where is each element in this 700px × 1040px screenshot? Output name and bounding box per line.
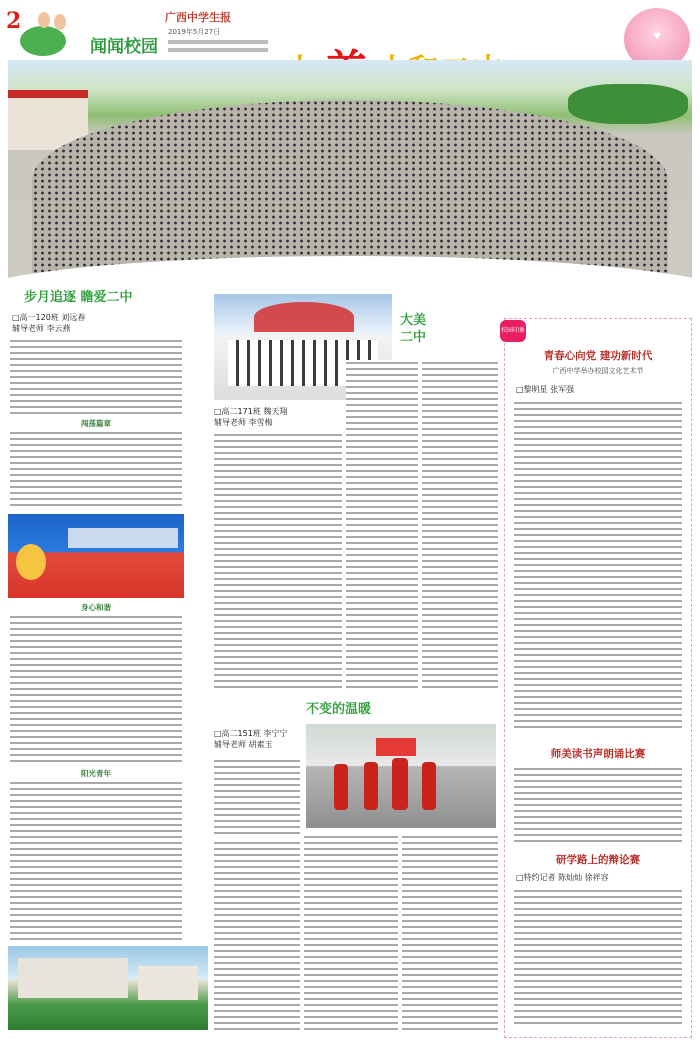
flag-bearer xyxy=(364,762,378,810)
flag-bearer xyxy=(392,758,408,810)
sidebar-subtitle: 广西中学举办校园文化艺术节 xyxy=(552,367,644,375)
choir-row xyxy=(68,528,178,548)
flag-bearer xyxy=(422,762,436,810)
article-text xyxy=(10,430,182,510)
tree-decoration xyxy=(20,26,66,56)
sidebar-text xyxy=(514,400,682,730)
byline-author: □高一120班 刘远春 xyxy=(12,313,86,322)
article-text xyxy=(10,614,182,764)
byline-author: □高二151班 李宁宁 xyxy=(214,729,288,738)
flag-bearer xyxy=(334,764,348,810)
trees-right xyxy=(568,84,688,124)
campus-building xyxy=(138,966,198,1000)
sidebar-title-3: 研学路上的辩论赛 xyxy=(556,854,640,866)
warm-byline xyxy=(214,728,287,750)
kid-figure-icon xyxy=(38,12,50,28)
byline-teacher: 辅导老师 李云燕 xyxy=(12,324,71,333)
article-text xyxy=(214,432,342,690)
red-flag xyxy=(376,738,416,756)
sidebar-byline: □黎明星 张军强 xyxy=(516,385,575,394)
sidebar-title-2: 师美读书声朗诵比赛 xyxy=(550,748,646,760)
editor-line xyxy=(168,40,268,44)
corner-badge-icon: ♥ xyxy=(652,32,662,42)
left-byline xyxy=(12,312,122,334)
performance-photo xyxy=(8,514,184,598)
article-text xyxy=(214,758,300,838)
sidebar-text xyxy=(514,766,682,844)
sidebar-title: 青春心向党 建功新时代 xyxy=(543,350,653,362)
building-banner xyxy=(8,90,88,98)
issue-date: 2019年5月27日 xyxy=(168,28,221,36)
sidebar-badge: 校园印象 xyxy=(500,320,526,342)
article-text xyxy=(422,360,498,690)
article-text xyxy=(402,834,498,1030)
article-text xyxy=(10,338,182,418)
article-text xyxy=(346,360,418,690)
campus-building xyxy=(18,958,128,998)
column-logo: 闻闻校园 xyxy=(90,37,158,57)
campus-photo xyxy=(8,946,208,1030)
editor-line xyxy=(168,48,268,52)
sidebar-text xyxy=(514,888,682,1028)
warm-section-title: 不变的温暖 xyxy=(306,702,372,717)
left-subhead-2: 身心和谐 xyxy=(81,603,111,612)
left-section-title: 步月追逐 瞻爱二中 xyxy=(24,290,133,305)
mid-byline xyxy=(214,406,287,428)
left-subhead-3: 阳光青年 xyxy=(81,769,111,778)
article-text xyxy=(304,834,398,1030)
mid-section-title: 大美 二中 xyxy=(400,313,427,345)
byline-teacher: 辅导老师 李雪梅 xyxy=(214,418,273,427)
stage-lights xyxy=(16,544,46,580)
left-subhead-1: 闯荡篇章 xyxy=(81,419,111,428)
byline-author: □高二171班 魏天翔 xyxy=(214,407,288,416)
kid-figure-icon xyxy=(54,14,66,30)
parade-photo xyxy=(306,724,496,828)
balloon-arch xyxy=(254,302,354,332)
page-number: 2 xyxy=(6,8,22,34)
article-text xyxy=(10,780,182,940)
masthead: 广西中学生报 xyxy=(165,11,231,24)
article-text xyxy=(214,840,300,1030)
sidebar-byline-3: □特约记者 陈灿灿 徐祥容 xyxy=(516,873,609,882)
byline-teacher: 辅导老师 胡素玉 xyxy=(214,740,273,749)
